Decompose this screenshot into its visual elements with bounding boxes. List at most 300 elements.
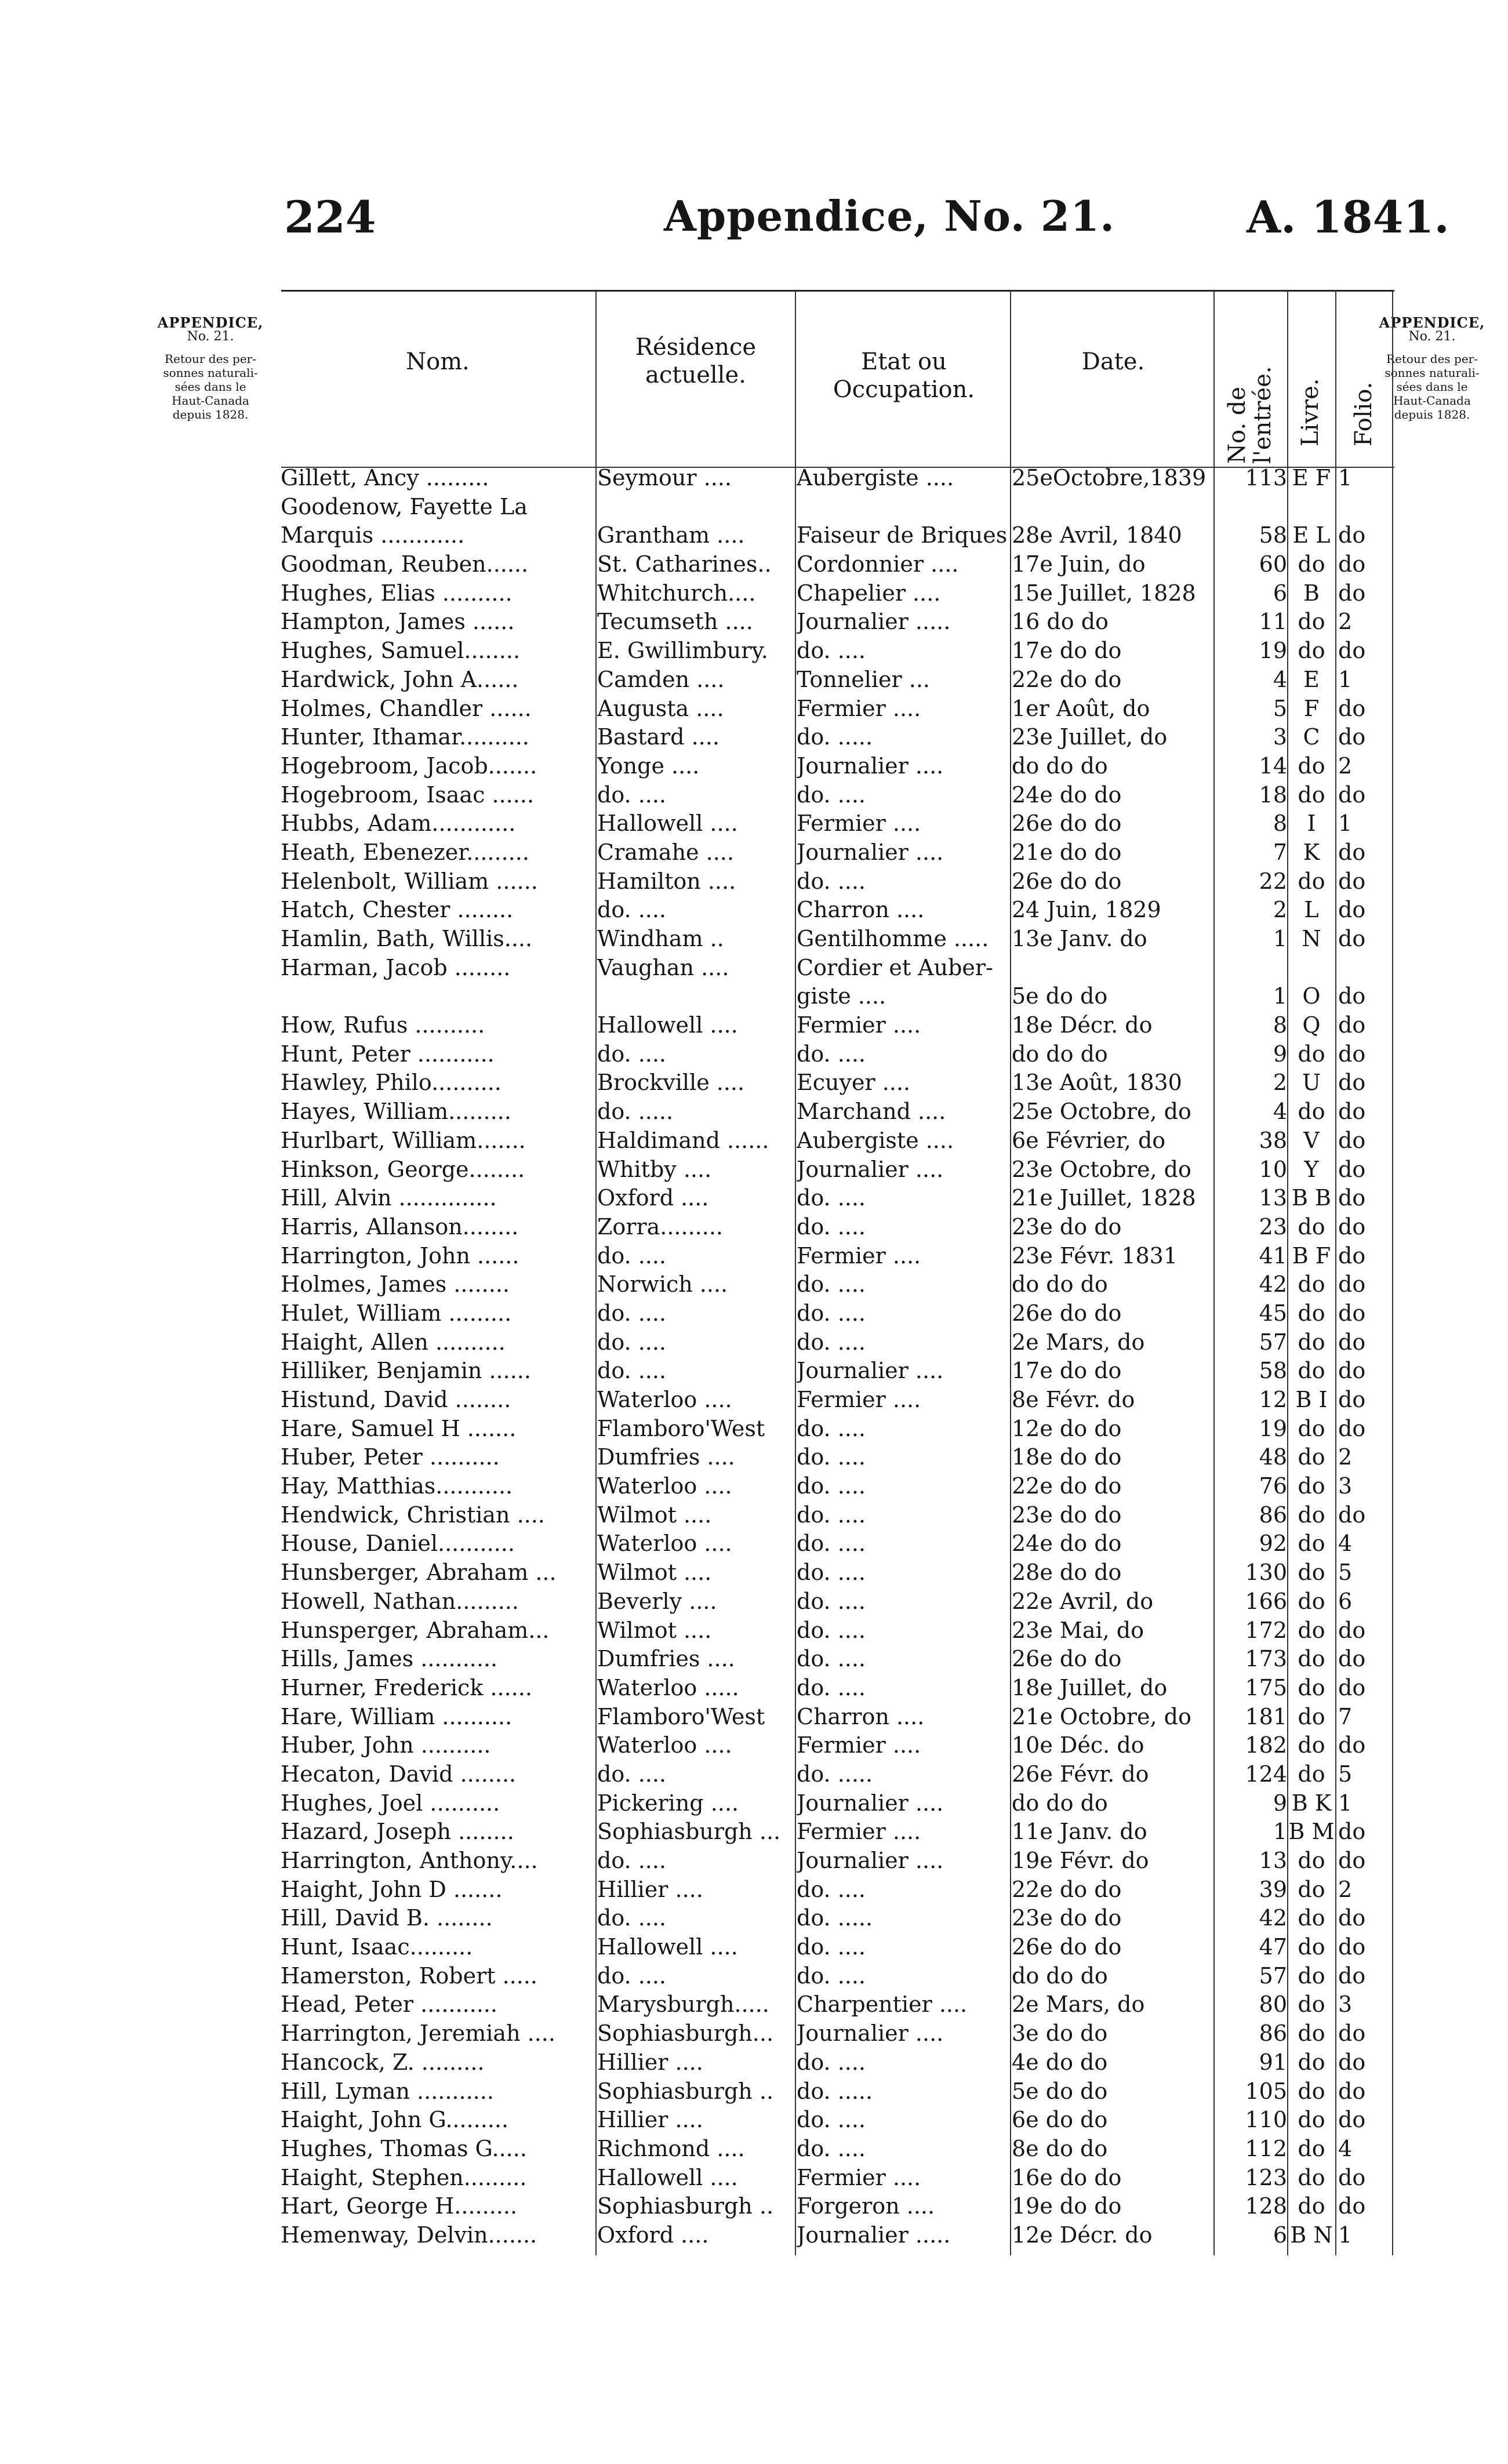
entry-number-cell: 48 (1259, 1444, 1287, 1470)
margin-note-line: sonnes naturali- (163, 366, 258, 380)
residence-cell: Beverly .... (597, 1588, 717, 1614)
book-cell: do (1298, 1761, 1325, 1787)
occupation-cell: do. .... (797, 1646, 866, 1672)
entry-number-cell: 175 (1245, 1674, 1287, 1700)
name-cell: Hills, James ........... (281, 1646, 498, 1672)
book-cell: B N (1290, 2222, 1333, 2248)
entry-number-cell: 22 (1259, 868, 1287, 894)
occupation-cell: Fermier .... (797, 695, 921, 721)
occupation-cell: do. .... (797, 1329, 866, 1355)
name-cell: Harrington, Jeremiah .... (281, 2020, 555, 2047)
occupation-cell: Tonnelier ... (797, 666, 930, 692)
book-cell: do (1298, 1502, 1325, 1528)
residence-cell: Wilmot .... (597, 1502, 712, 1528)
name-cell: Hubbs, Adam............ (281, 811, 516, 837)
occupation-cell: do. .... (797, 1674, 866, 1700)
table-top-rule (281, 290, 1394, 292)
name-cell: Hawley, Philo.......... (281, 1070, 502, 1096)
register-table-body (0, 464, 1508, 2250)
margin-note-left (150, 316, 271, 421)
header-residence-line: actuelle. (645, 362, 746, 388)
occupation-cell: Ecuyer .... (797, 1070, 911, 1096)
date-cell: 18e do do (1012, 1444, 1122, 1470)
occupation-cell: Fermier .... (797, 1732, 921, 1758)
occupation-cell: Fermier .... (797, 1819, 921, 1845)
name-cell: Holmes, James ........ (281, 1271, 510, 1298)
occupation-cell: Marchand .... (797, 1099, 946, 1125)
date-cell: 8e Févr. do (1012, 1387, 1135, 1412)
date-cell: 11e Janv. do (1012, 1819, 1147, 1845)
residence-cell: Brockville .... (597, 1070, 745, 1096)
book-cell: F (1303, 695, 1320, 721)
book-cell: do (1298, 1674, 1325, 1700)
margin-note-line: Retour des per- (1386, 352, 1478, 366)
occupation-cell: do. .... (797, 868, 866, 894)
entry-number-cell: 4 (1273, 1099, 1287, 1125)
margin-note-line: Haut-Canada (172, 394, 249, 408)
entry-number-cell: 42 (1259, 1271, 1287, 1298)
table-row (0, 896, 1508, 925)
entry-number-cell: 8 (1273, 811, 1287, 837)
date-cell: 5e do do (1012, 983, 1108, 1009)
occupation-cell: do. .... (797, 1934, 866, 1960)
date-cell: 17e Juin, do (1012, 551, 1146, 577)
occupation-cell: do. .... (797, 1444, 866, 1470)
folio-cell: do (1338, 1963, 1366, 1989)
table-row (0, 1731, 1508, 1760)
entry-number-cell: 4 (1273, 666, 1287, 692)
residence-cell: Pickering .... (597, 1790, 739, 1816)
table-row (0, 1011, 1508, 1040)
name-cell: How, Rufus .......... (281, 1012, 485, 1038)
occupation-cell: Journalier .... (797, 2020, 944, 2047)
residence-cell: Seymour .... (597, 465, 732, 490)
book-cell: V (1303, 1127, 1320, 1153)
date-cell: 5e do do (1012, 2078, 1108, 2104)
name-cell: Hill, Alvin .............. (281, 1185, 497, 1211)
date-cell: 8e do do (1012, 2135, 1108, 2161)
folio-cell: 2 (1338, 1876, 1353, 1902)
date-cell: 26e do do (1012, 1646, 1122, 1672)
occupation-cell: Journalier .... (797, 1358, 944, 1384)
occupation-cell: do. .... (797, 1617, 866, 1643)
margin-note-number: No. 21. (187, 329, 234, 344)
table-row (0, 1587, 1508, 1616)
residence-cell: Cramahe .... (597, 839, 734, 865)
date-cell: 19e do do (1012, 2193, 1122, 2219)
folio-cell: do (1338, 1099, 1366, 1125)
book-cell: do (1298, 1329, 1325, 1355)
date-cell: 15e Juillet, 1828 (1012, 580, 1196, 606)
entry-number-cell: 13 (1259, 1848, 1287, 1873)
date-cell: 18e Juillet, do (1012, 1674, 1168, 1700)
name-cell: Head, Peter ........... (281, 1991, 497, 2018)
residence-cell: Camden .... (597, 666, 725, 692)
folio-cell: do (1338, 1041, 1366, 1067)
entry-number-cell: 57 (1259, 1963, 1287, 1989)
date-cell: 23e Juillet, do (1012, 724, 1168, 750)
folio-cell: 4 (1338, 2135, 1353, 2161)
header-residence (597, 333, 794, 389)
name-cell: Haight, John D ....... (281, 1876, 503, 1902)
date-cell: 24 Juin, 1829 (1012, 897, 1161, 923)
header-residence-line: Résidence (635, 334, 757, 361)
name-cell: Hinkson, George........ (281, 1156, 525, 1182)
residence-cell: Hallowell .... (597, 1012, 738, 1038)
book-cell: do (1298, 551, 1325, 577)
table-row (0, 521, 1508, 550)
date-cell: 23e do do (1012, 1502, 1122, 1528)
margin-note-line: Retour des per- (165, 352, 256, 366)
residence-cell: Zorra......... (597, 1213, 723, 1240)
folio-cell: do (1338, 2078, 1366, 2104)
entry-number-cell: 80 (1259, 1991, 1287, 2018)
name-cell: Hill, Lyman ........... (281, 2078, 494, 2104)
folio-cell: do (1338, 724, 1366, 750)
residence-cell: Waterloo .... (597, 1531, 732, 1557)
book-cell: do (1298, 868, 1325, 894)
folio-cell: 3 (1338, 1473, 1353, 1499)
folio-cell: 2 (1338, 753, 1353, 779)
residence-cell: do. .... (597, 897, 667, 923)
margin-note-line: Haut-Canada (1393, 394, 1471, 408)
table-row (0, 1155, 1508, 1184)
page-number: 224 (284, 191, 376, 243)
margin-note-line: sées dans le (175, 380, 246, 394)
table-row (0, 1299, 1508, 1328)
occupation-cell: do. .... (797, 1531, 866, 1557)
book-cell: do (1298, 1560, 1325, 1586)
folio-cell: 5 (1338, 1761, 1353, 1787)
margin-note-line: sonnes naturali- (1385, 366, 1480, 380)
entry-number-cell: 172 (1245, 1617, 1287, 1643)
name-cell: Hunter, Ithamar.......... (281, 724, 529, 750)
table-row (0, 493, 1508, 522)
table-row (0, 1213, 1508, 1242)
table-row (0, 1990, 1508, 2019)
date-cell: 18e Décr. do (1012, 1012, 1153, 1038)
folio-cell: do (1338, 1415, 1366, 1441)
name-cell: Goodman, Reuben...... (281, 551, 529, 577)
folio-cell: 1 (1338, 465, 1353, 490)
margin-note-line: sées dans le (1396, 380, 1468, 394)
name-cell: Heath, Ebenezer......... (281, 839, 529, 865)
folio-cell: do (1338, 1358, 1366, 1384)
date-cell: 26e Févr. do (1012, 1761, 1149, 1787)
residence-cell: Augusta .... (597, 695, 724, 721)
folio-cell: do (1338, 1905, 1366, 1931)
date-cell: 21e Octobre, do (1012, 1703, 1191, 1729)
occupation-cell: Gentilhomme ..... (797, 926, 989, 951)
table-row (0, 695, 1508, 724)
book-cell: Y (1304, 1156, 1319, 1182)
book-cell: do (1298, 2135, 1325, 2161)
header-date: Date. (1081, 348, 1145, 375)
book-cell: do (1298, 1617, 1325, 1643)
occupation-cell: do. ..... (797, 724, 873, 750)
residence-cell: Yonge .... (597, 753, 700, 779)
name-cell: Hilliker, Benjamin ...... (281, 1358, 531, 1384)
residence-cell: Dumfries .... (597, 1444, 735, 1470)
name-cell: Hayes, William......... (281, 1099, 511, 1125)
name-cell: Helenbolt, William ...... (281, 868, 538, 894)
folio-cell: do (1338, 522, 1366, 548)
residence-cell: Hallowell .... (597, 1934, 738, 1960)
occupation-cell: Journalier .... (797, 753, 944, 779)
margin-note-line: depuis 1828. (1394, 408, 1470, 421)
folio-cell: do (1338, 1156, 1366, 1182)
table-row (0, 1386, 1508, 1415)
folio-cell: do (1338, 638, 1366, 664)
book-cell: do (1298, 2020, 1325, 2047)
name-cell: Harrington, Anthony.... (281, 1848, 538, 1873)
occupation-cell: do. ..... (797, 1761, 873, 1787)
name-cell: Histund, David ........ (281, 1387, 511, 1412)
table-row (0, 1645, 1508, 1674)
occupation-cell: do. .... (797, 1473, 866, 1499)
name-cell: Hare, Samuel H ....... (281, 1415, 517, 1441)
table-row (0, 1443, 1508, 1472)
entry-number-cell: 23 (1259, 1213, 1287, 1240)
header-occupation: Etat ou Occupation. (833, 348, 975, 403)
table-row (0, 2019, 1508, 2048)
occupation-cell: Journalier .... (797, 1790, 944, 1816)
folio-cell: do (1338, 782, 1366, 808)
occupation-cell: do. .... (797, 638, 866, 664)
residence-cell: Hallowell .... (597, 2164, 738, 2190)
name-cell: Hunsperger, Abraham... (281, 1617, 550, 1643)
name-cell: Haight, John G......... (281, 2107, 509, 2133)
name-cell: Hamlin, Bath, Willis.... (281, 926, 533, 951)
folio-cell: do (1338, 926, 1366, 951)
table-row (0, 464, 1508, 493)
folio-cell: do (1338, 1127, 1366, 1153)
name-cell: Huber, Peter .......... (281, 1444, 500, 1470)
book-cell: do (1298, 1473, 1325, 1499)
date-cell: 23e Févr. 1831 (1012, 1242, 1178, 1269)
book-cell: do (1298, 2078, 1325, 2104)
entry-number-cell: 123 (1245, 2164, 1287, 2190)
name-cell: Hendwick, Christian .... (281, 1502, 545, 1528)
book-cell: do (1298, 2193, 1325, 2219)
table-row (0, 1847, 1508, 1876)
entry-number-cell: 42 (1259, 1905, 1287, 1931)
date-cell: 22e do do (1012, 1473, 1122, 1499)
date-cell: 25e Octobre, do (1012, 1099, 1191, 1125)
book-cell: do (1298, 1300, 1325, 1326)
name-cell: Hancock, Z. ......... (281, 2049, 485, 2075)
residence-cell: do. .... (597, 782, 667, 808)
date-cell: 3e do do (1012, 2020, 1108, 2047)
folio-cell: 4 (1338, 1531, 1353, 1557)
residence-cell: Wilmot .... (597, 1560, 712, 1586)
book-cell: I (1307, 811, 1316, 837)
name-cell: Holmes, Chandler ...... (281, 695, 532, 721)
residence-cell: Oxford .... (597, 1185, 709, 1211)
residence-cell: do. .... (597, 1905, 667, 1931)
residence-cell: E. Gwillimbury. (597, 638, 768, 664)
date-cell: 26e do do (1012, 1934, 1122, 1960)
date-cell: do do do (1012, 1963, 1108, 1989)
entry-number-cell: 10 (1259, 1156, 1287, 1182)
occupation-cell: Charron .... (797, 897, 925, 923)
table-row (0, 1904, 1508, 1933)
residence-cell: Bastard .... (597, 724, 720, 750)
name-cell: Hughes, Elias .......... (281, 580, 513, 606)
book-cell: do (1298, 1876, 1325, 1902)
entry-number-cell: 86 (1259, 2020, 1287, 2047)
folio-cell: do (1338, 1502, 1366, 1528)
book-cell: B I (1295, 1387, 1328, 1412)
book-cell: E L (1292, 522, 1331, 548)
book-cell: do (1298, 1646, 1325, 1672)
table-row (0, 2192, 1508, 2221)
folio-cell: 1 (1338, 811, 1353, 837)
residence-cell: Sophiasburgh .. (597, 2193, 774, 2219)
entry-number-cell: 47 (1259, 1934, 1287, 1960)
table-row (0, 666, 1508, 695)
date-cell: 1er Août, do (1012, 695, 1150, 721)
folio-cell: do (1338, 1646, 1366, 1672)
entry-number-cell: 6 (1273, 580, 1287, 606)
folio-cell: 2 (1338, 609, 1353, 635)
name-cell: Gillett, Ancy ......... (281, 465, 489, 490)
book-cell: do (1298, 1963, 1325, 1989)
folio-cell: do (1338, 1674, 1366, 1700)
residence-cell: Richmond .... (597, 2135, 745, 2161)
book-cell: do (1298, 1848, 1325, 1873)
header-entree-line: l'entrée. (1249, 366, 1276, 464)
occupation-cell: Fermier .... (797, 1387, 921, 1412)
book-cell: do (1298, 1732, 1325, 1758)
folio-cell: do (1338, 839, 1366, 865)
residence-cell: Hillier .... (597, 1876, 703, 1902)
residence-cell: Waterloo .... (597, 1387, 732, 1412)
entry-number-cell: 58 (1259, 522, 1287, 548)
table-row (0, 1472, 1508, 1501)
occupation-cell: do. .... (797, 782, 866, 808)
folio-cell: 1 (1338, 2222, 1353, 2248)
residence-cell: Wilmot .... (597, 1617, 712, 1643)
occupation-cell: giste .... (797, 983, 886, 1009)
table-row (0, 1357, 1508, 1386)
entry-number-cell: 14 (1259, 753, 1287, 779)
table-row (0, 954, 1508, 983)
table-row (0, 2135, 1508, 2164)
occupation-cell: Fermier .... (797, 1012, 921, 1038)
residence-cell: St. Catharines.. (597, 551, 772, 577)
residence-cell: do. .... (597, 1242, 667, 1269)
occupation-cell: do. .... (797, 1213, 866, 1240)
entry-number-cell: 39 (1259, 1876, 1287, 1902)
entry-number-cell: 181 (1245, 1703, 1287, 1729)
folio-cell: do (1338, 2193, 1366, 2219)
occupation-cell: do. .... (797, 1300, 866, 1326)
occupation-cell: Fermier .... (797, 811, 921, 837)
book-cell: do (1298, 1588, 1325, 1614)
book-cell: Q (1302, 1012, 1321, 1038)
folio-cell: do (1338, 1070, 1366, 1096)
book-cell: do (1298, 1041, 1325, 1067)
header-entree (1224, 366, 1276, 464)
margin-note-number: No. 21. (1408, 329, 1456, 344)
entry-number-cell: 128 (1245, 2193, 1287, 2219)
name-cell: House, Daniel........... (281, 1531, 515, 1557)
name-cell: Hart, George H......... (281, 2193, 518, 2219)
occupation-cell: Aubergiste .... (797, 465, 954, 490)
date-cell: 28e Avril, 1840 (1012, 522, 1182, 548)
book-cell: do (1298, 609, 1325, 635)
margin-note-line: depuis 1828. (172, 408, 249, 421)
folio-cell: 7 (1338, 1703, 1353, 1729)
table-row (0, 1529, 1508, 1558)
occupation-cell: do. .... (797, 2107, 866, 2133)
table-row (0, 2221, 1508, 2250)
entry-number-cell: 91 (1259, 2049, 1287, 2075)
occupation-cell: do. .... (797, 1560, 866, 1586)
date-cell: 12e Décr. do (1012, 2222, 1153, 2248)
residence-cell: Sophiasburgh ... (597, 1819, 781, 1845)
book-cell: do (1298, 1934, 1325, 1960)
date-cell: 17e do do (1012, 638, 1122, 664)
date-cell: 23e Octobre, do (1012, 1156, 1191, 1182)
date-cell: 13e Août, 1830 (1012, 1070, 1182, 1096)
table-row (0, 1616, 1508, 1645)
folio-cell: 1 (1338, 666, 1353, 692)
occupation-cell: Charpentier .... (797, 1991, 968, 2018)
occupation-cell: Fermier .... (797, 2164, 921, 2190)
entry-number-cell: 86 (1259, 1502, 1287, 1528)
entry-number-cell: 166 (1245, 1588, 1287, 1614)
name-cell: Hulet, William ......... (281, 1300, 512, 1326)
residence-cell: Windham .. (597, 926, 724, 951)
book-cell: U (1302, 1070, 1321, 1096)
date-cell: 16 do do (1012, 609, 1109, 635)
folio-cell: 3 (1338, 1991, 1353, 2018)
residence-cell: do. .... (597, 1329, 667, 1355)
occupation-cell: Cordonnier .... (797, 551, 959, 577)
entry-number-cell: 5 (1273, 695, 1287, 721)
name-cell: Hunt, Peter ........... (281, 1041, 495, 1067)
residence-cell: Waterloo .... (597, 1473, 732, 1499)
table-row (0, 637, 1508, 666)
occupation-cell: Journalier .... (797, 1848, 944, 1873)
table-row (0, 1270, 1508, 1299)
book-cell: do (1298, 1213, 1325, 1240)
residence-cell: Hamilton .... (597, 868, 736, 894)
entry-number-cell: 6 (1273, 2222, 1287, 2248)
date-cell: 24e do do (1012, 782, 1122, 808)
entry-number-cell: 41 (1259, 1242, 1287, 1269)
date-cell: do do do (1012, 1790, 1108, 1816)
folio-cell: do (1338, 1185, 1366, 1211)
book-cell: do (1298, 1991, 1325, 2018)
table-row (0, 867, 1508, 896)
entry-number-cell: 2 (1273, 897, 1287, 923)
date-cell: 24e do do (1012, 1531, 1122, 1557)
entry-number-cell: 9 (1273, 1041, 1287, 1067)
residence-cell: do. .... (597, 1358, 667, 1384)
folio-cell: do (1338, 1617, 1366, 1643)
folio-cell: do (1338, 695, 1366, 721)
name-cell: Hunsberger, Abraham ... (281, 1560, 557, 1586)
date-cell: 22e do do (1012, 666, 1122, 692)
name-cell: Hardwick, John A...... (281, 666, 519, 692)
folio-cell: do (1338, 1387, 1366, 1412)
residence-cell: Norwich .... (597, 1271, 728, 1298)
residence-cell: Sophiasburgh... (597, 2020, 774, 2047)
book-cell: L (1304, 897, 1319, 923)
